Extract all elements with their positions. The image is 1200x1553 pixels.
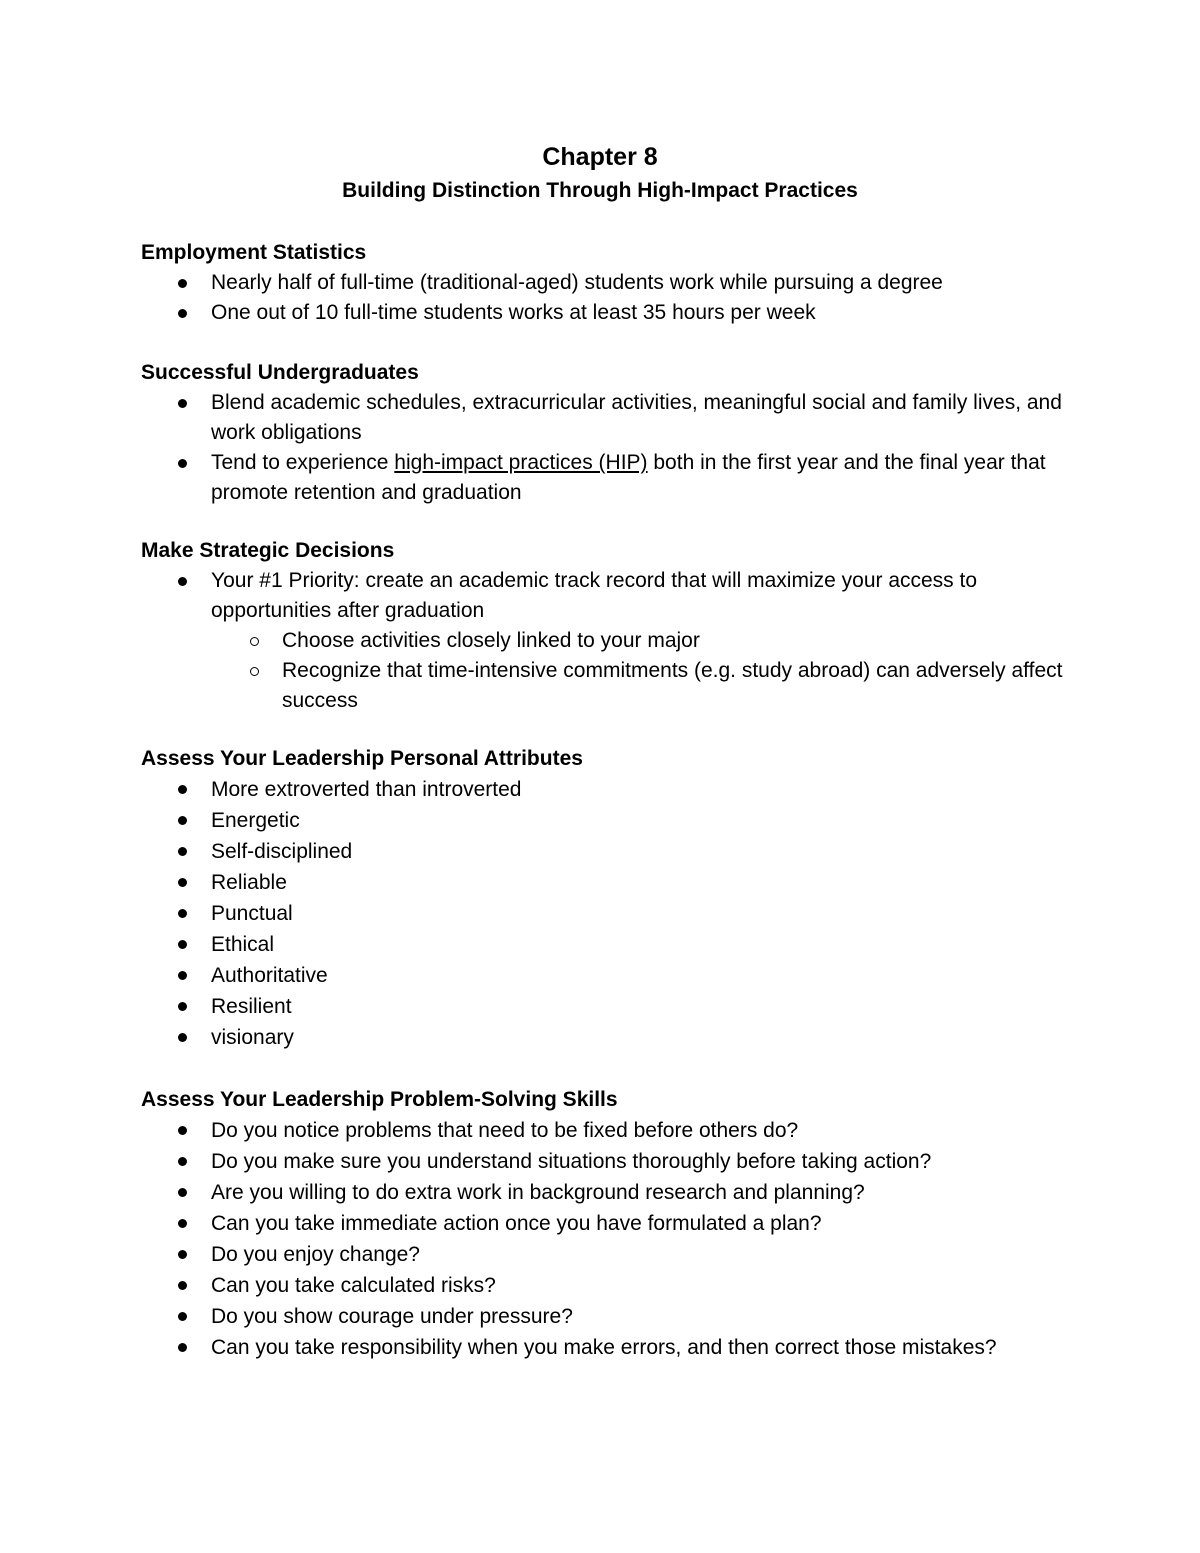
list-item: Blend academic schedules, extracurricular activities, meaningful social and family lives, and work obligations (141, 388, 1071, 448)
list-item: One out of 10 full-time students works at least 35 hours per week (141, 298, 1071, 328)
list-item: More extroverted than introverted (141, 774, 1071, 805)
bullet-icon (178, 1126, 187, 1135)
bullet-icon (178, 1157, 187, 1166)
list-item: Energetic (141, 805, 1071, 836)
section-heading: Assess Your Leadership Personal Attributes (141, 747, 583, 770)
bullet-icon (178, 1033, 187, 1042)
bullet-icon (178, 909, 187, 918)
list-item: Do you show courage under pressure? (141, 1301, 1071, 1332)
list-item: Resilient (141, 991, 1071, 1022)
bullet-icon (178, 940, 187, 949)
list-item: Do you notice problems that need to be fixed before others do? (141, 1115, 1071, 1146)
list-item: Punctual (141, 898, 1071, 929)
page-subtitle: Building Distinction Through High-Impact Practices (342, 179, 858, 202)
bullet-icon (178, 1250, 187, 1259)
section-heading: Employment Statistics (141, 241, 367, 264)
sub-list-item: Recognize that time-intensive commitments (e.g. study abroad) can adversely affect success (141, 656, 1071, 716)
list-item: Tend to experience high-impact practices (HIP) both in the first year and the final year that promote retention and graduation (141, 448, 1071, 508)
section-personal-attributes (141, 744, 1071, 1053)
bullet-icon (178, 1281, 187, 1290)
list-item: Authoritative (141, 960, 1071, 991)
section-problem-solving-skills (141, 1085, 1071, 1363)
section-strategic-decisions (141, 536, 1071, 716)
section-employment-statistics (141, 238, 1071, 328)
bullet-icon (178, 577, 187, 586)
hollow-bullet-icon (250, 637, 259, 646)
list-item: Can you take responsibility when you make errors, and then correct those mistakes? (141, 1332, 1071, 1363)
list-item: Reliable (141, 867, 1071, 898)
bullet-icon (178, 1312, 187, 1321)
hip-term: high-impact practices (HIP) (394, 451, 648, 474)
bullet-icon (178, 279, 187, 288)
section-successful-undergraduates (141, 358, 1071, 508)
bullet-icon (178, 816, 187, 825)
section-heading: Assess Your Leadership Problem-Solving Skills (141, 1088, 618, 1111)
list-item: Self-disciplined (141, 836, 1071, 867)
list-item: Nearly half of full-time (traditional-aged) students work while pursuing a degree (141, 268, 1071, 298)
bullet-icon (178, 1188, 187, 1197)
list-item: Do you enjoy change? (141, 1239, 1071, 1270)
hollow-bullet-icon (250, 667, 259, 676)
bullet-icon (178, 309, 187, 318)
section-heading: Successful Undergraduates (141, 361, 419, 384)
bullet-icon (178, 399, 187, 408)
list-item: Can you take immediate action once you have formulated a plan? (141, 1208, 1071, 1239)
list-item: Ethical (141, 929, 1071, 960)
bullet-icon (178, 878, 187, 887)
bullet-icon (178, 459, 187, 468)
list-item: Can you take calculated risks? (141, 1270, 1071, 1301)
bullet-icon (178, 1002, 187, 1011)
bullet-icon (178, 1219, 187, 1228)
bullet-icon (178, 1343, 187, 1352)
bullet-icon (178, 971, 187, 980)
list-item: Your #1 Priority: create an academic track record that will maximize your access to opportunities after graduation (141, 566, 1071, 626)
sub-list-item: Choose activities closely linked to your major (141, 626, 1071, 656)
list-item: Do you make sure you understand situations thoroughly before taking action? (141, 1146, 1071, 1177)
section-heading: Make Strategic Decisions (141, 539, 395, 562)
list-item: Are you willing to do extra work in background research and planning? (141, 1177, 1071, 1208)
bullet-icon (178, 847, 187, 856)
list-item: visionary (141, 1022, 1071, 1053)
page-title: Chapter 8 (542, 143, 658, 171)
bullet-icon (178, 785, 187, 794)
